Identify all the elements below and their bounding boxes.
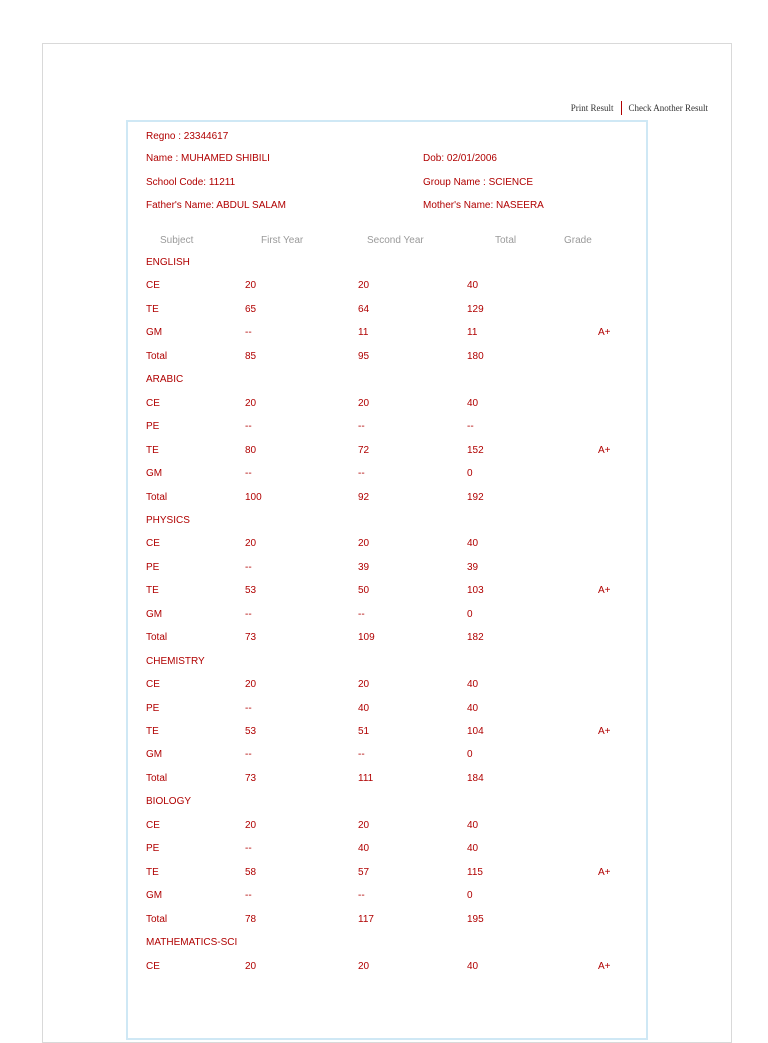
second-year-cell: 20 [358, 538, 370, 549]
group-name: Group Name : SCIENCE [423, 177, 534, 188]
total-cell: 40 [467, 679, 479, 690]
second-year-cell: 20 [358, 398, 370, 409]
second-year-cell: 72 [358, 445, 370, 456]
total-cell: 40 [467, 961, 479, 972]
subject-name: PHYSICS [146, 515, 190, 526]
top-links [571, 100, 708, 116]
row-label: Total [146, 773, 168, 784]
row-label: TE [146, 867, 159, 878]
total-cell: 40 [467, 280, 479, 291]
second-year-cell: -- [358, 890, 365, 901]
regno: Regno : 23344617 [146, 131, 229, 142]
first-year-cell: 65 [245, 304, 257, 315]
total-cell: 40 [467, 398, 479, 409]
total-cell: 129 [467, 304, 484, 315]
total-cell: 40 [467, 703, 479, 714]
grade-cell: A+ [598, 726, 611, 737]
grade-cell: A+ [598, 585, 611, 596]
second-year-cell: 111 [358, 773, 374, 784]
total-cell: 40 [467, 538, 479, 549]
row-label: CE [146, 961, 160, 972]
second-year-cell: 11 [358, 327, 369, 338]
second-year-cell: 40 [358, 843, 370, 854]
total-cell: -- [467, 421, 474, 432]
row-label: Total [146, 632, 168, 643]
second-year-cell: -- [358, 749, 365, 760]
first-year-cell: 73 [245, 632, 257, 643]
second-year-cell: 57 [358, 867, 370, 878]
total-cell: 0 [467, 890, 473, 901]
row-label: GM [146, 609, 163, 620]
row-label: PE [146, 562, 160, 573]
dob: Dob: 02/01/2006 [423, 153, 497, 164]
row-label: TE [146, 726, 159, 737]
total-cell: 40 [467, 843, 479, 854]
row-label: PE [146, 703, 160, 714]
row-label: GM [146, 749, 163, 760]
header-subject: Subject [160, 235, 194, 246]
school-code: School Code: 11211 [146, 177, 236, 188]
total-cell: 192 [467, 492, 484, 503]
first-year-cell: 53 [245, 726, 257, 737]
first-year-cell: 58 [245, 867, 257, 878]
header-first-year: First Year [261, 235, 304, 246]
second-year-cell: 50 [358, 585, 370, 596]
second-year-cell: 20 [358, 679, 370, 690]
second-year-cell: -- [358, 609, 365, 620]
first-year-cell: -- [245, 703, 252, 714]
first-year-cell: 20 [245, 961, 257, 972]
first-year-cell: -- [245, 421, 252, 432]
first-year-cell: 20 [245, 820, 257, 831]
row-label: Total [146, 351, 168, 362]
total-cell: 0 [467, 609, 473, 620]
total-cell: 182 [467, 632, 484, 643]
total-cell: 103 [467, 585, 484, 596]
second-year-cell: 40 [358, 703, 370, 714]
first-year-cell: -- [245, 609, 252, 620]
father-name: Father's Name: ABDUL SALAM [146, 200, 286, 211]
total-cell: 180 [467, 351, 484, 362]
row-label: TE [146, 304, 159, 315]
header-second-year: Second Year [367, 235, 424, 246]
row-label: PE [146, 843, 160, 854]
total-cell: 39 [467, 562, 479, 573]
second-year-cell: 20 [358, 280, 370, 291]
first-year-cell: 53 [245, 585, 257, 596]
check-another-result-link[interactable]: Check Another Result [628, 103, 708, 113]
row-label: PE [146, 421, 160, 432]
row-label: GM [146, 890, 163, 901]
second-year-cell: 20 [358, 820, 370, 831]
total-cell: 0 [467, 749, 473, 760]
row-label: CE [146, 820, 160, 831]
first-year-cell: 73 [245, 773, 257, 784]
total-cell: 0 [467, 468, 473, 479]
total-cell: 11 [467, 327, 478, 338]
total-cell: 40 [467, 820, 479, 831]
first-year-cell: 20 [245, 538, 257, 549]
first-year-cell: 20 [245, 280, 257, 291]
row-label: GM [146, 327, 163, 338]
row-label: GM [146, 468, 163, 479]
second-year-cell: 51 [358, 726, 370, 737]
second-year-cell: 109 [358, 632, 375, 643]
first-year-cell: 85 [245, 351, 257, 362]
second-year-cell: 95 [358, 351, 370, 362]
first-year-cell: -- [245, 749, 252, 760]
row-label: Total [146, 492, 168, 503]
first-year-cell: 80 [245, 445, 257, 456]
total-cell: 115 [467, 867, 483, 878]
grade-cell: A+ [598, 327, 611, 338]
result-card [126, 120, 648, 1040]
mother-name: Mother's Name: NASEERA [423, 200, 544, 211]
second-year-cell: 39 [358, 562, 370, 573]
row-label: TE [146, 445, 159, 456]
second-year-cell: 20 [358, 961, 370, 972]
first-year-cell: 78 [245, 914, 257, 925]
first-year-cell: -- [245, 327, 252, 338]
first-year-cell: 20 [245, 398, 257, 409]
subject-name: BIOLOGY [146, 796, 192, 807]
first-year-cell: 20 [245, 679, 257, 690]
total-cell: 152 [467, 445, 484, 456]
first-year-cell: -- [245, 843, 252, 854]
first-year-cell: -- [245, 890, 252, 901]
header-grade: Grade [564, 235, 592, 246]
first-year-cell: -- [245, 468, 252, 479]
row-label: Total [146, 914, 168, 925]
first-year-cell: 100 [245, 492, 262, 503]
row-label: CE [146, 280, 160, 291]
header-total: Total [495, 235, 517, 246]
link-divider [621, 101, 622, 115]
subject-name: ENGLISH [146, 257, 190, 268]
row-label: CE [146, 679, 160, 690]
subject-name: MATHEMATICS-SCI [146, 937, 238, 948]
total-cell: 184 [467, 773, 484, 784]
row-label: TE [146, 585, 159, 596]
row-label: CE [146, 538, 160, 549]
total-cell: 195 [467, 914, 484, 925]
second-year-cell: 64 [358, 304, 370, 315]
second-year-cell: 117 [358, 914, 374, 925]
subject-name: ARABIC [146, 374, 184, 385]
second-year-cell: 92 [358, 492, 370, 503]
subject-name: CHEMISTRY [146, 656, 205, 667]
second-year-cell: -- [358, 468, 365, 479]
total-cell: 104 [467, 726, 484, 737]
print-result-link[interactable]: Print Result [570, 103, 614, 113]
grade-cell: A+ [598, 961, 611, 972]
first-year-cell: -- [245, 562, 252, 573]
grade-cell: A+ [598, 867, 611, 878]
second-year-cell: -- [358, 421, 365, 432]
grade-cell: A+ [598, 445, 611, 456]
student-name: Name : MUHAMED SHIBILI [146, 153, 270, 164]
row-label: CE [146, 398, 160, 409]
